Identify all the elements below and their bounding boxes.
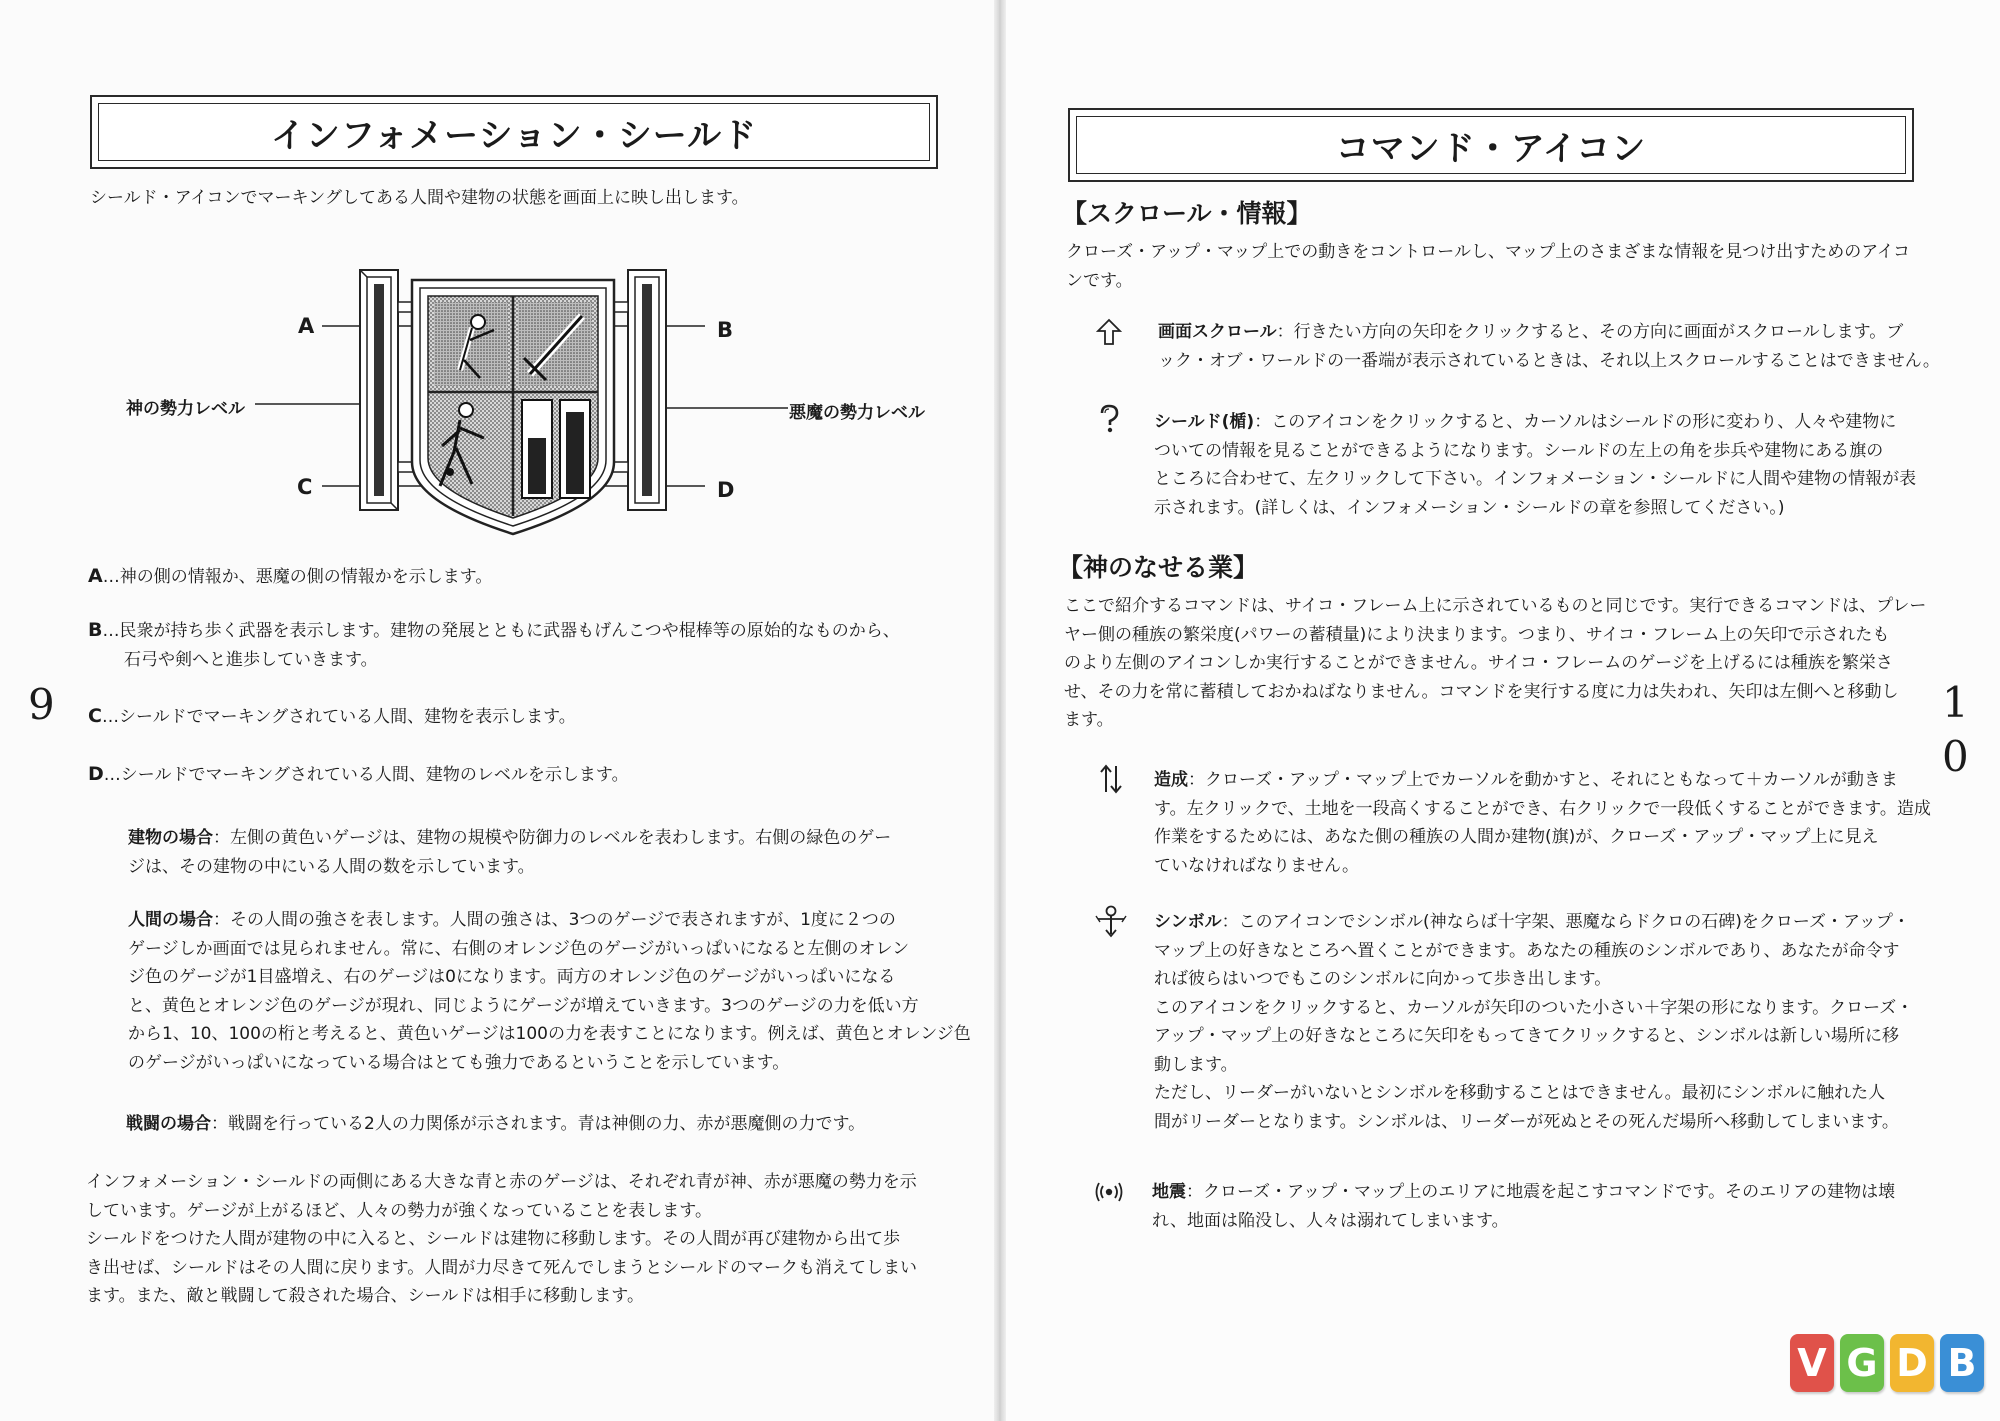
symbol-command-line-8: 間がリーダーとなります。シンボルは、リーダーが死ぬとその死んだ場所へ移動してしまいます。 <box>1154 1111 1899 1132</box>
section-god-powers-heading: 【神のなせる業】 <box>1058 553 1259 582</box>
human-case-line-2: ゲージしか画面では見られません。常に、右側のオレンジ色のゲージがいっぱいになると左側のオレン <box>128 938 910 959</box>
section-god-powers-intro <box>1064 592 1926 735</box>
section2-intro-line-5: ます。 <box>1064 710 1114 730</box>
up-down-arrows-icon <box>1098 764 1124 794</box>
terraform-command-line-2: す。左クリックで、土地を一段高くすることができ、右クリックで一段低くすることができます。造成 <box>1154 798 1931 819</box>
battle-case-line-1: ：戦闘を行っている2人の力関係が示されます。青は神側の力、赤が悪魔側の力です。 <box>211 1114 866 1134</box>
shield-closing <box>86 1168 917 1311</box>
human-case-label: 人間の場合 <box>128 910 213 930</box>
symbol-command-line-2: マップ上の好きなところへ置くことができます。あなたの種族のシンボルであり、あなたが命令す <box>1154 940 1900 961</box>
god-power-level-label: 神の勢力レベル <box>126 399 245 419</box>
quadrant-b-weapon-icon <box>518 302 592 386</box>
item-c-key: C <box>88 705 102 727</box>
section-scroll-info-intro <box>1066 238 1910 295</box>
item-c <box>88 702 576 732</box>
battle-case <box>126 1110 865 1139</box>
section2-intro-line-2: ヤー側の種族の繁栄度(パワーの蓄積量)により決まります。つまり、サイコ・フレーム上の矢印で示されたも <box>1064 624 1890 645</box>
section2-intro-line-3: のより左側のアイコンしか実行することができません。サイコ・フレームのゲージを上げるには種族を繁栄さ <box>1064 653 1893 673</box>
building-case <box>128 824 891 881</box>
symbol-command-line-7: ただし、リーダーがいないとシンボルを移動することはできません。最初にシンボルに触れた人 <box>1154 1083 1886 1103</box>
scroll-command-label: 画面スクロール <box>1158 322 1277 342</box>
book-spine <box>994 0 1006 1421</box>
symbol-command-label: シンボル <box>1154 912 1222 932</box>
shield-command-line-2: ついての情報を見ることができるようになります。シールドの左上の角を歩兵や建物にある旗の <box>1154 440 1884 461</box>
shield-command-line-1: ：このアイコンをクリックすると、カーソルはシールドの形に変わり、人々や建物に <box>1254 412 1897 432</box>
item-b-text-1: …民衆が持ち歩く武器を表示します。建物の発展とともに武器もげんこつや棍棒等の原始的なものから、 <box>102 621 900 641</box>
section-scroll-info-heading: 【スクロール・情報】 <box>1062 199 1312 228</box>
item-b-key: B <box>88 619 103 641</box>
shield-command-line-4: 示されます。(詳しくは、インフォメーション・シールドの章を参照してください。) <box>1154 497 1785 518</box>
closing-line-1: インフォメーション・シールドの両側にある大きな青と赤のゲージは、それぞれ青が神、赤が悪魔の勢力を示 <box>86 1172 917 1192</box>
shield-command <box>1154 408 1916 522</box>
closing-line-5: ます。また、敵と戦闘して殺された場合、シールドは相手に移動します。 <box>86 1286 644 1306</box>
human-case <box>128 906 971 1077</box>
terraform-command-line-3: 作業をするためには、あなた側の種族の人間か建物(旗)が、クローズ・アップ・マップ上に見え <box>1154 827 1879 847</box>
shield-command-label: シールド(楯) <box>1154 412 1255 432</box>
vgdb-letter-v: V <box>1790 1334 1834 1392</box>
earthquake-icon <box>1094 1180 1124 1204</box>
section2-intro-line-4: せ、その力を常に蓄積しておかねばなりません。コマンドを実行する度に力は失われ、矢印は左側へと移動し <box>1064 681 1899 702</box>
human-case-line-4: と、黄色とオレンジ色のゲージが現れ、同じようにゲージが増えていきます。3つのゲージの力を低い方 <box>128 995 919 1016</box>
right-title-frame <box>1068 108 1914 182</box>
symbol-command-line-5: アップ・マップ上の好きなところに矢印をもってきてクリックすると、シンボルは新しい場所に移 <box>1154 1026 1900 1046</box>
vgdb-letter-b: B <box>1940 1334 1984 1392</box>
earthquake-command-label: 地震 <box>1152 1182 1186 1202</box>
item-d-text: …シールドでマーキングされている人間、建物のレベルを示します。 <box>103 765 629 785</box>
item-a-text: …神の側の情報か、悪魔の側の情報かを示します。 <box>102 567 493 587</box>
scroll-command-line-1: ：行きたい方向の矢印をクリックすると、その方向に画面がスクロールします。ブ <box>1276 322 1904 342</box>
right-page-number-digit-1: 1 <box>1942 678 1969 727</box>
battle-case-label: 戦闘の場合 <box>126 1114 211 1134</box>
diagram-label-c: C <box>297 475 313 499</box>
left-power-gauge <box>360 270 398 510</box>
quadrant-a-side-icon <box>434 302 508 386</box>
left-page-number: 9 <box>28 680 55 729</box>
diagram-label-d: D <box>717 478 735 502</box>
devil-power-level-label: 悪魔の勢力レベル <box>789 403 925 423</box>
section1-intro-line-2: ンです。 <box>1066 270 1133 291</box>
terraform-command-line-1: ：クローズ・アップ・マップ上でカーソルを動かすと、それにともなって＋カーソルが動きま <box>1188 770 1898 790</box>
closing-line-2: しています。ゲージが上がるほど、人々の勢力が強くなっていることを表します。 <box>86 1200 712 1221</box>
earthquake-command-line-2: れ、地面は陥没し、人々は溺れてしまいます。 <box>1152 1210 1509 1231</box>
vgdb-watermark-logo <box>1790 1334 1984 1392</box>
building-case-line-2: ジは、その建物の中にいる人間の数を示しています。 <box>128 856 535 877</box>
item-b-text-2: 石弓や剣へと進歩していきます。 <box>124 649 378 670</box>
human-case-line-3: ジ色のゲージが1目盛増え、右のゲージは0になります。両方のオレンジ色のゲージがいっぱいになる <box>128 967 896 987</box>
scroll-command-line-2: ック・オブ・ワールドの一番端が表示されているときは、それ以上スクロールすることはできません。 <box>1158 350 1940 371</box>
item-a <box>88 562 492 592</box>
item-a-key: A <box>88 565 103 587</box>
right-page-title: コマンド・アイコン <box>1076 116 1906 174</box>
closing-line-4: き出せば、シールドはその人間に戻ります。人間が力尽きて死んでしまうとシールドのマークも消えてしまい <box>86 1257 917 1278</box>
terraform-command-label: 造成 <box>1154 770 1188 790</box>
question-icon <box>1096 404 1122 434</box>
right-page-number <box>1942 676 1969 784</box>
symbol-command-line-3: れば彼らはいつでもこのシンボルに向かって歩き出します。 <box>1154 969 1612 989</box>
ankh-icon <box>1094 904 1128 938</box>
item-d-key: D <box>88 763 104 785</box>
human-case-line-6: のゲージがいっぱいになっている場合はとても強力であるということを示しています。 <box>128 1052 790 1073</box>
left-page-title: インフォメーション・シールド <box>98 103 930 161</box>
vgdb-letter-d: D <box>1890 1334 1934 1392</box>
item-d <box>88 760 629 790</box>
earthquake-command-line-1: ：クローズ・アップ・マップ上のエリアに地震を起こすコマンドです。そのエリアの建物は壊 <box>1186 1182 1896 1202</box>
symbol-command-line-6: 動します。 <box>1154 1054 1238 1075</box>
terraform-command <box>1154 766 1931 880</box>
left-title-frame <box>90 95 938 169</box>
diagram-label-b: B <box>717 318 734 342</box>
shield-intro: シールド・アイコンでマーキングしてある人間や建物の状態を画面上に映し出します。 <box>90 188 749 208</box>
symbol-command <box>1154 908 1913 1136</box>
symbol-command-line-4: このアイコンをクリックすると、カーソルが矢印のついた小さい＋字架の形になります。クローズ・ <box>1154 997 1914 1018</box>
earthquake-command <box>1152 1178 1895 1235</box>
shield-command-line-3: ところに合わせて、左クリックして下さい。インフォメーション・シールドに人間や建物の情報が表 <box>1154 469 1917 489</box>
building-case-label: 建物の場合 <box>128 828 213 848</box>
up-arrow-icon <box>1096 318 1122 346</box>
vgdb-letter-g: G <box>1840 1334 1884 1392</box>
human-case-line-5: から1、10、100の桁と考えると、黄色いゲージは100の力を表すことになります。例えば、黄色とオレンジ色 <box>128 1024 971 1044</box>
building-case-line-1: ：左側の黄色いゲージは、建物の規模や防御力のレベルを表わします。右側の緑色のゲー <box>213 828 892 848</box>
section2-intro-line-1: ここで紹介するコマンドは、サイコ・フレーム上に示されているものと同じです。実行できるコマンドは、プレー <box>1064 596 1927 616</box>
scroll-command <box>1158 318 1940 375</box>
right-page-number-digit-2: 0 <box>1942 732 1969 781</box>
shield-emblem <box>412 280 614 534</box>
item-b <box>88 616 900 674</box>
item-c-text: …シールドでマーキングされている人間、建物を表示します。 <box>101 707 576 727</box>
right-power-gauge <box>628 270 666 510</box>
terraform-command-line-4: ていなければなりません。 <box>1154 855 1360 876</box>
closing-line-3: シールドをつけた人間が建物の中に入ると、シールドは建物に移動します。その人間が再び建物から出て歩 <box>86 1229 900 1249</box>
symbol-command-line-1: ：このアイコンでシンボル(神ならば十字架、悪魔ならドクロの石碑)をクローズ・アップ・ <box>1221 912 1910 932</box>
human-case-line-1: ：その人間の強さを表します。人間の強さは、3つのゲージで表されますが、1度に２つの <box>213 910 896 930</box>
diagram-label-a: A <box>298 314 315 338</box>
section1-intro-line-1: クローズ・アップ・マップ上での動きをコントロールし、マップ上のさまざまな情報を見つけ出すためのアイコ <box>1066 242 1911 262</box>
